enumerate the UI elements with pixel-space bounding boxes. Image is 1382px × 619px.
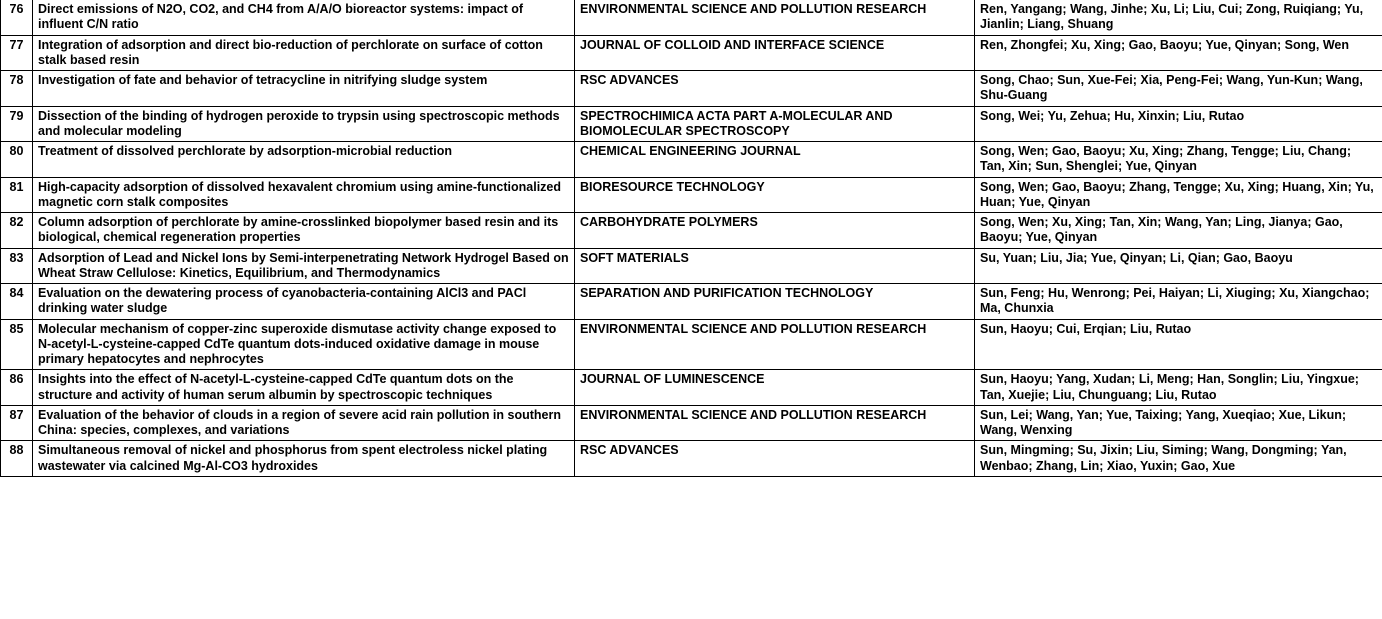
row-journal: ENVIRONMENTAL SCIENCE AND POLLUTION RESEARCH	[575, 405, 975, 441]
row-title: Treatment of dissolved perchlorate by adsorption-microbial reduction	[33, 142, 575, 178]
row-authors: Sun, Haoyu; Yang, Xudan; Li, Meng; Han, Songlin; Liu, Yingxue; Tan, Xuejie; Liu, Chunguang; Liu, Rutao	[975, 370, 1382, 406]
row-number: 85	[1, 319, 33, 370]
row-journal: SEPARATION AND PURIFICATION TECHNOLOGY	[575, 284, 975, 320]
row-journal: RSC ADVANCES	[575, 441, 975, 477]
table-row	[1, 441, 1382, 477]
row-authors: Ren, Yangang; Wang, Jinhe; Xu, Li; Liu, Cui; Zong, Ruiqiang; Yu, Jianlin; Liang, Shuang	[975, 0, 1382, 35]
row-authors: Sun, Lei; Wang, Yan; Yue, Taixing; Yang, Xueqiao; Xue, Likun; Wang, Wenxing	[975, 405, 1382, 441]
table-row	[1, 177, 1382, 213]
row-number: 76	[1, 0, 33, 35]
row-number: 81	[1, 177, 33, 213]
row-journal: CHEMICAL ENGINEERING JOURNAL	[575, 142, 975, 178]
row-title: Adsorption of Lead and Nickel Ions by Semi-interpenetrating Network Hydrogel Based on Wheat Straw Cellulose: Kinetics, Equilibrium, and Thermodynamics	[33, 248, 575, 284]
row-number: 84	[1, 284, 33, 320]
row-title: Integration of adsorption and direct bio-reduction of perchlorate on surface of cotton stalk based resin	[33, 35, 575, 71]
row-number: 82	[1, 213, 33, 249]
row-title: Dissection of the binding of hydrogen peroxide to trypsin using spectroscopic methods and molecular modeling	[33, 106, 575, 142]
row-authors: Song, Chao; Sun, Xue-Fei; Xia, Peng-Fei; Wang, Yun-Kun; Wang, Shu-Guang	[975, 71, 1382, 107]
table-row	[1, 71, 1382, 107]
row-title: Evaluation on the dewatering process of cyanobacteria-containing AlCl3 and PACl drinking water sludge	[33, 284, 575, 320]
table-row	[1, 142, 1382, 178]
row-journal: CARBOHYDRATE POLYMERS	[575, 213, 975, 249]
row-number: 88	[1, 441, 33, 477]
row-authors: Su, Yuan; Liu, Jia; Yue, Qinyan; Li, Qian; Gao, Baoyu	[975, 248, 1382, 284]
row-title: Column adsorption of perchlorate by amine-crosslinked biopolymer based resin and its biological, chemical regeneration properties	[33, 213, 575, 249]
row-number: 83	[1, 248, 33, 284]
row-title: Simultaneous removal of nickel and phosphorus from spent electroless nickel plating wastewater via calcined Mg-Al-CO3 hydroxides	[33, 441, 575, 477]
table-row	[1, 284, 1382, 320]
row-number: 87	[1, 405, 33, 441]
publications-table-body	[1, 0, 1382, 476]
table-row	[1, 213, 1382, 249]
table-row	[1, 106, 1382, 142]
table-row	[1, 0, 1382, 35]
row-number: 77	[1, 35, 33, 71]
row-number: 80	[1, 142, 33, 178]
table-row	[1, 35, 1382, 71]
row-title: Investigation of fate and behavior of tetracycline in nitrifying sludge system	[33, 71, 575, 107]
row-authors: Sun, Mingming; Su, Jixin; Liu, Siming; Wang, Dongming; Yan, Wenbao; Zhang, Lin; Xiao, Yuxin; Gao, Xue	[975, 441, 1382, 477]
row-journal: SOFT MATERIALS	[575, 248, 975, 284]
row-authors: Sun, Haoyu; Cui, Erqian; Liu, Rutao	[975, 319, 1382, 370]
row-authors: Sun, Feng; Hu, Wenrong; Pei, Haiyan; Li, Xiuging; Xu, Xiangchao; Ma, Chunxia	[975, 284, 1382, 320]
table-row	[1, 405, 1382, 441]
row-number: 79	[1, 106, 33, 142]
row-journal: ENVIRONMENTAL SCIENCE AND POLLUTION RESEARCH	[575, 0, 975, 35]
row-journal: ENVIRONMENTAL SCIENCE AND POLLUTION RESEARCH	[575, 319, 975, 370]
table-row	[1, 248, 1382, 284]
row-title: Direct emissions of N2O, CO2, and CH4 from A/A/O bioreactor systems: impact of influent C/N ratio	[33, 0, 575, 35]
row-journal: JOURNAL OF COLLOID AND INTERFACE SCIENCE	[575, 35, 975, 71]
row-title: Molecular mechanism of copper-zinc superoxide dismutase activity change exposed to N-acetyl-L-cysteine-capped CdTe quantum dots-induced oxidative damage in mouse primary hepatocytes and nephrocytes	[33, 319, 575, 370]
row-journal: BIORESOURCE TECHNOLOGY	[575, 177, 975, 213]
row-title: Evaluation of the behavior of clouds in a region of severe acid rain pollution in southern China: species, complexes, and variations	[33, 405, 575, 441]
row-journal: SPECTROCHIMICA ACTA PART A-MOLECULAR AND BIOMOLECULAR SPECTROSCOPY	[575, 106, 975, 142]
row-title: Insights into the effect of N-acetyl-L-cysteine-capped CdTe quantum dots on the structure and activity of human serum albumin by spectroscopic techniques	[33, 370, 575, 406]
row-authors: Song, Wen; Xu, Xing; Tan, Xin; Wang, Yan; Ling, Jianya; Gao, Baoyu; Yue, Qinyan	[975, 213, 1382, 249]
table-row	[1, 319, 1382, 370]
row-authors: Song, Wen; Gao, Baoyu; Xu, Xing; Zhang, Tengge; Liu, Chang; Tan, Xin; Sun, Shenglei; Yue, Qinyan	[975, 142, 1382, 178]
row-number: 78	[1, 71, 33, 107]
row-authors: Ren, Zhongfei; Xu, Xing; Gao, Baoyu; Yue, Qinyan; Song, Wen	[975, 35, 1382, 71]
row-authors: Song, Wen; Gao, Baoyu; Zhang, Tengge; Xu, Xing; Huang, Xin; Yu, Huan; Yue, Qinyan	[975, 177, 1382, 213]
row-number: 86	[1, 370, 33, 406]
row-journal: JOURNAL OF LUMINESCENCE	[575, 370, 975, 406]
table-row	[1, 370, 1382, 406]
row-authors: Song, Wei; Yu, Zehua; Hu, Xinxin; Liu, Rutao	[975, 106, 1382, 142]
row-journal: RSC ADVANCES	[575, 71, 975, 107]
row-title: High-capacity adsorption of dissolved hexavalent chromium using amine-functionalized magnetic corn stalk composites	[33, 177, 575, 213]
